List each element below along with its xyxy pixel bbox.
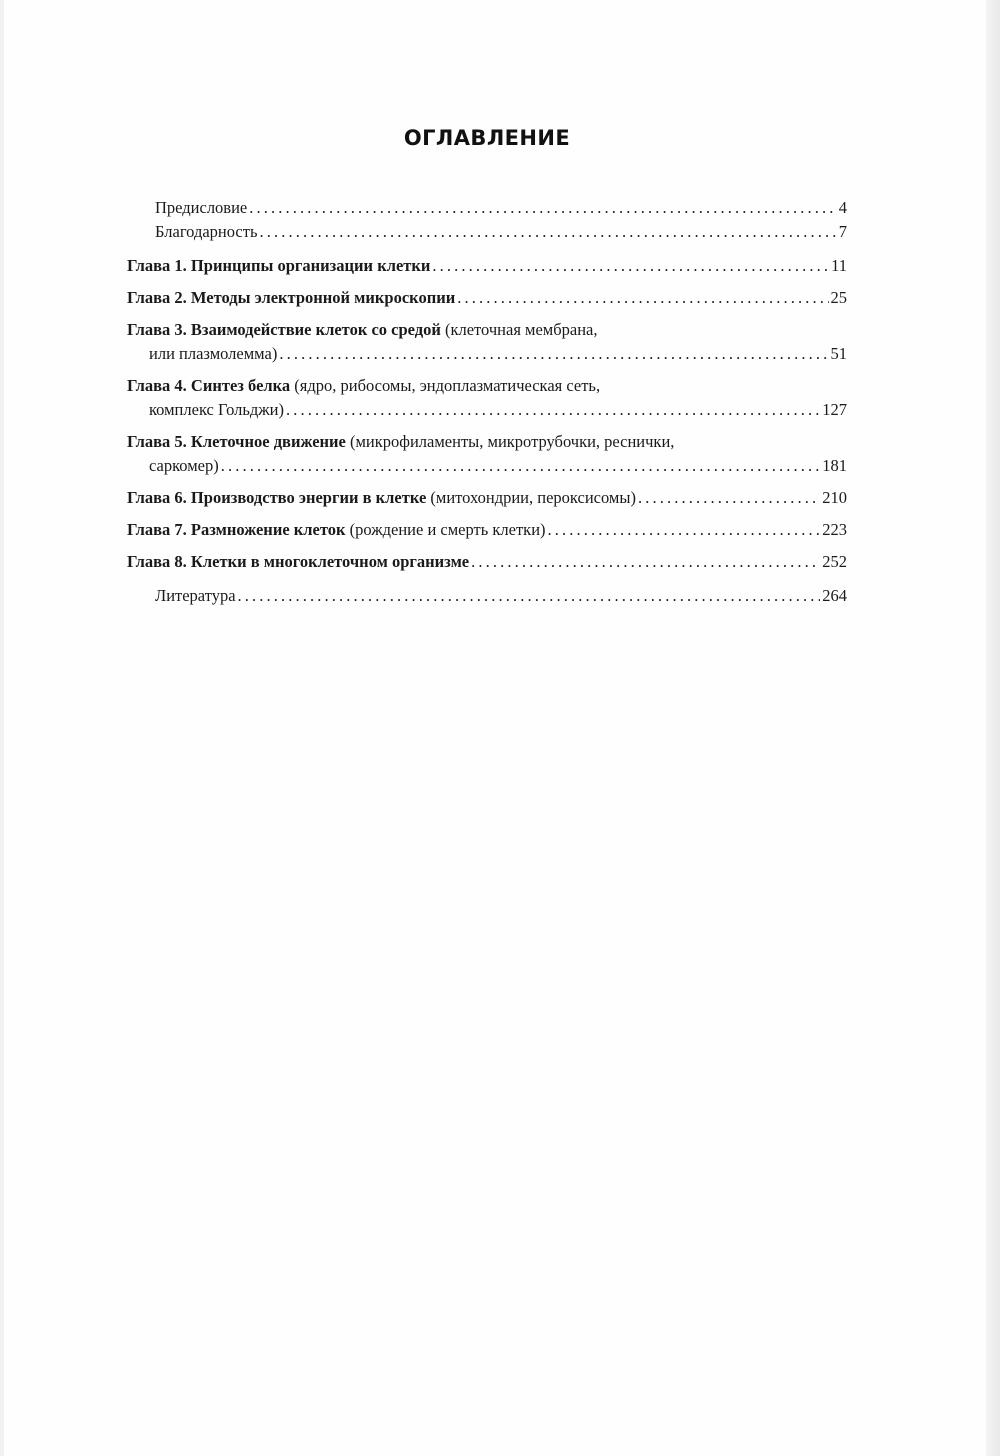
dot-leader [249, 196, 837, 220]
toc-entry-references[interactable] [127, 584, 847, 608]
toc-page-number: 7 [838, 222, 847, 241]
chapter-subtitle: (рождение и смерть клетки) [345, 520, 546, 539]
toc-page-number: 210 [822, 488, 847, 507]
chapter-subtitle-continued: саркомер) [149, 456, 219, 475]
chapter-title: Глава 8. Клетки в многоклеточном организме [127, 552, 470, 571]
scan-edge-right [986, 0, 1000, 1456]
dot-leader [238, 584, 821, 608]
toc-entry-chapter-8[interactable] [127, 550, 847, 574]
chapter-subtitle: (микрофиламенты, микротрубочки, реснички, [345, 432, 675, 451]
toc-entry-preface[interactable] [127, 196, 847, 220]
chapter-title: Глава 4. Синтез белка [127, 376, 291, 395]
dot-leader [286, 398, 820, 422]
toc-entry-label: Предисловие [155, 198, 248, 217]
dot-leader [279, 342, 828, 366]
dot-leader [432, 254, 829, 278]
toc-entry-chapter-6[interactable] [127, 486, 847, 510]
toc-page-number: 11 [831, 256, 847, 275]
dot-leader [638, 486, 820, 510]
toc-page-number: 223 [822, 520, 847, 539]
chapter-title: Глава 5. Клеточное движение [127, 432, 346, 451]
chapter-title: Глава 1. Принципы организации клетки [127, 256, 431, 275]
toc-page-number: 264 [822, 586, 847, 605]
chapter-title: Глава 6. Производство энергии в клетке [127, 488, 427, 507]
dot-leader [457, 286, 828, 310]
chapter-title: Глава 3. Взаимодействие клеток со средой [127, 320, 441, 339]
toc-page-number: 252 [822, 552, 847, 571]
toc-page-number: 127 [822, 400, 847, 419]
toc-entry-chapter-2[interactable] [127, 286, 847, 310]
dot-leader [548, 518, 821, 542]
chapter-subtitle: (митохондрии, пероксисомы) [426, 488, 636, 507]
chapter-subtitle: (ядро, рибосомы, эндоплазматическая сеть, [290, 376, 601, 395]
toc-page-number: 51 [830, 344, 847, 363]
chapter-subtitle-continued: комплекс Гольджи) [149, 400, 284, 419]
toc-page-number: 4 [838, 198, 847, 217]
toc-page-number: 25 [830, 288, 847, 307]
chapter-subtitle: (клеточная мембрана, [440, 320, 598, 339]
table-of-contents [127, 196, 847, 608]
toc-entry-acknowledgements[interactable] [127, 220, 847, 244]
chapter-subtitle-continued: или плазмолемма) [149, 344, 278, 363]
dot-leader [221, 454, 821, 478]
toc-entry-chapter-4[interactable] [127, 374, 847, 422]
toc-entry-label: Литература [155, 586, 236, 605]
chapter-title: Глава 7. Размножение клеток [127, 520, 346, 539]
toc-entry-label: Благодарность [155, 222, 258, 241]
toc-entry-chapter-7[interactable] [127, 518, 847, 542]
toc-entry-chapter-5[interactable] [127, 430, 847, 478]
dot-leader [471, 550, 820, 574]
dot-leader [259, 220, 836, 244]
scan-edge-left [0, 0, 4, 1456]
toc-entry-chapter-3[interactable] [127, 318, 847, 366]
chapter-title: Глава 2. Методы электронной микроскопии [127, 288, 456, 307]
toc-page-number: 181 [822, 456, 847, 475]
page-title: ОГЛАВЛЕНИЕ [403, 126, 571, 150]
toc-entry-chapter-1[interactable] [127, 254, 847, 278]
